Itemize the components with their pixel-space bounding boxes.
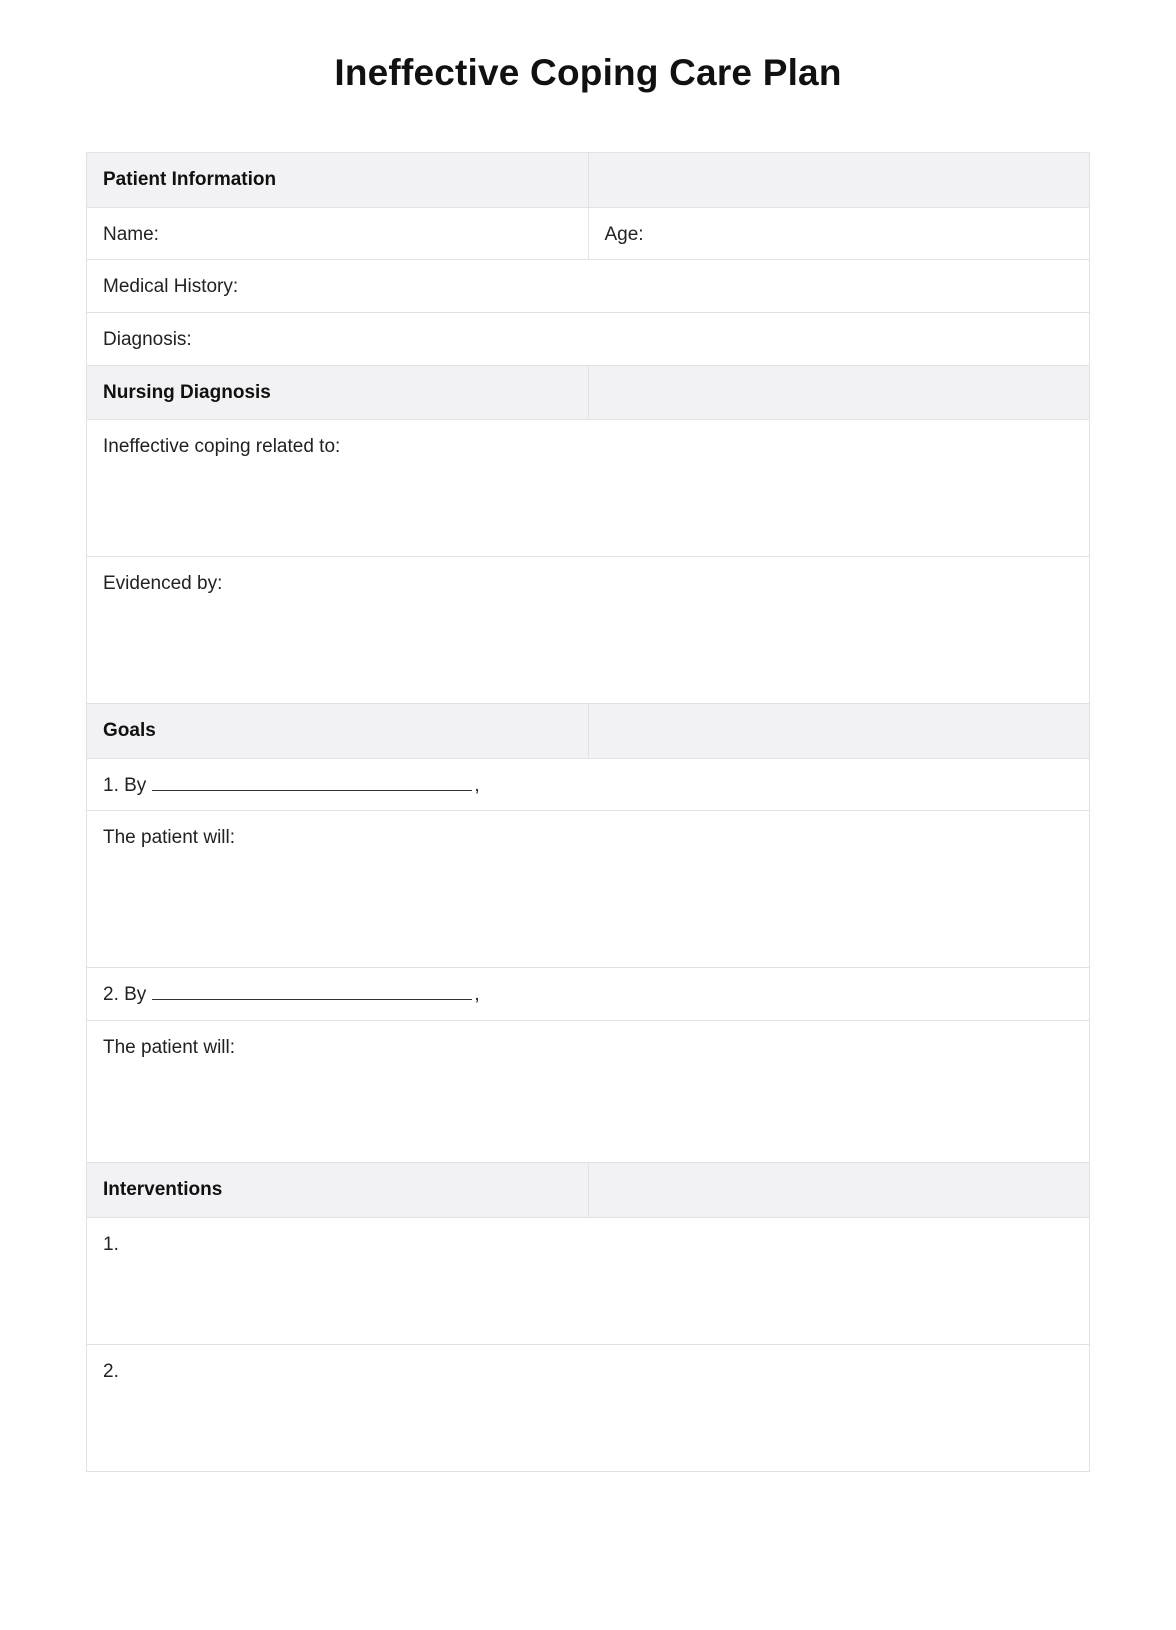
goal-2-patient-will-cell[interactable] — [87, 1021, 1090, 1163]
goal-1-date-cell[interactable] — [87, 758, 1090, 811]
table-row-name-age — [87, 207, 1090, 260]
goal-2-patient-will-label: The patient will: — [103, 1037, 236, 1059]
page-title: Ineffective Coping Care Plan — [334, 52, 842, 93]
interventions-header-spacer — [588, 1163, 1090, 1218]
intervention-1-cell[interactable] — [87, 1217, 1090, 1344]
section-header-nursing-diagnosis — [87, 365, 1090, 420]
medical-history-field-cell[interactable] — [87, 260, 1090, 313]
evidenced-by-field-cell[interactable] — [87, 557, 1090, 704]
patient-information-header-label: Patient Information — [87, 153, 589, 208]
table-row-intervention-2 — [87, 1344, 1090, 1471]
patient-information-header-spacer — [588, 153, 1090, 208]
goals-header-label: Goals — [87, 704, 589, 759]
diagnosis-field-cell[interactable] — [87, 312, 1090, 365]
intervention-2-cell[interactable] — [87, 1344, 1090, 1471]
intervention-2-number-label: 2. — [103, 1360, 119, 1382]
goal-1-trailing-comma: , — [474, 774, 480, 796]
table-row-diagnosis — [87, 312, 1090, 365]
intervention-1-number-label: 1. — [103, 1233, 119, 1255]
goal-1-date-blank[interactable] — [152, 774, 472, 791]
name-label: Name: — [103, 223, 159, 245]
table-row-goal-2-patient-will — [87, 1021, 1090, 1163]
table-row-medical-history — [87, 260, 1090, 313]
goal-2-date-blank[interactable] — [152, 983, 472, 1000]
table-row-related-to — [87, 420, 1090, 557]
goal-2-trailing-comma: , — [474, 984, 480, 1006]
table-row-goal-2-date — [87, 968, 1090, 1021]
table-row-goal-1-date — [87, 758, 1090, 811]
table-row-intervention-1 — [87, 1217, 1090, 1344]
goal-1-number-label: 1. By — [103, 774, 147, 796]
nursing-diagnosis-header-spacer — [588, 365, 1090, 420]
interventions-header-label: Interventions — [87, 1163, 589, 1218]
related-to-field-cell[interactable] — [87, 420, 1090, 557]
section-header-goals — [87, 704, 1090, 759]
related-to-label: Ineffective coping related to: — [103, 436, 341, 458]
medical-history-label: Medical History: — [103, 276, 239, 298]
section-header-patient-information — [87, 153, 1090, 208]
nursing-diagnosis-header-label: Nursing Diagnosis — [87, 365, 589, 420]
goals-header-spacer — [588, 704, 1090, 759]
age-field-cell[interactable] — [588, 207, 1090, 260]
table-row-goal-1-patient-will — [87, 811, 1090, 968]
section-header-interventions — [87, 1163, 1090, 1218]
diagnosis-label: Diagnosis: — [103, 328, 192, 350]
name-field-cell[interactable] — [87, 207, 589, 260]
table-row-evidenced-by — [87, 557, 1090, 704]
age-label: Age: — [604, 223, 644, 245]
goal-2-date-cell[interactable] — [87, 968, 1090, 1021]
evidenced-by-label: Evidenced by: — [103, 573, 223, 595]
goal-2-number-label: 2. By — [103, 984, 147, 1006]
care-plan-form-table — [86, 152, 1090, 1472]
goal-1-patient-will-cell[interactable] — [87, 811, 1090, 968]
goal-1-patient-will-label: The patient will: — [103, 827, 236, 849]
